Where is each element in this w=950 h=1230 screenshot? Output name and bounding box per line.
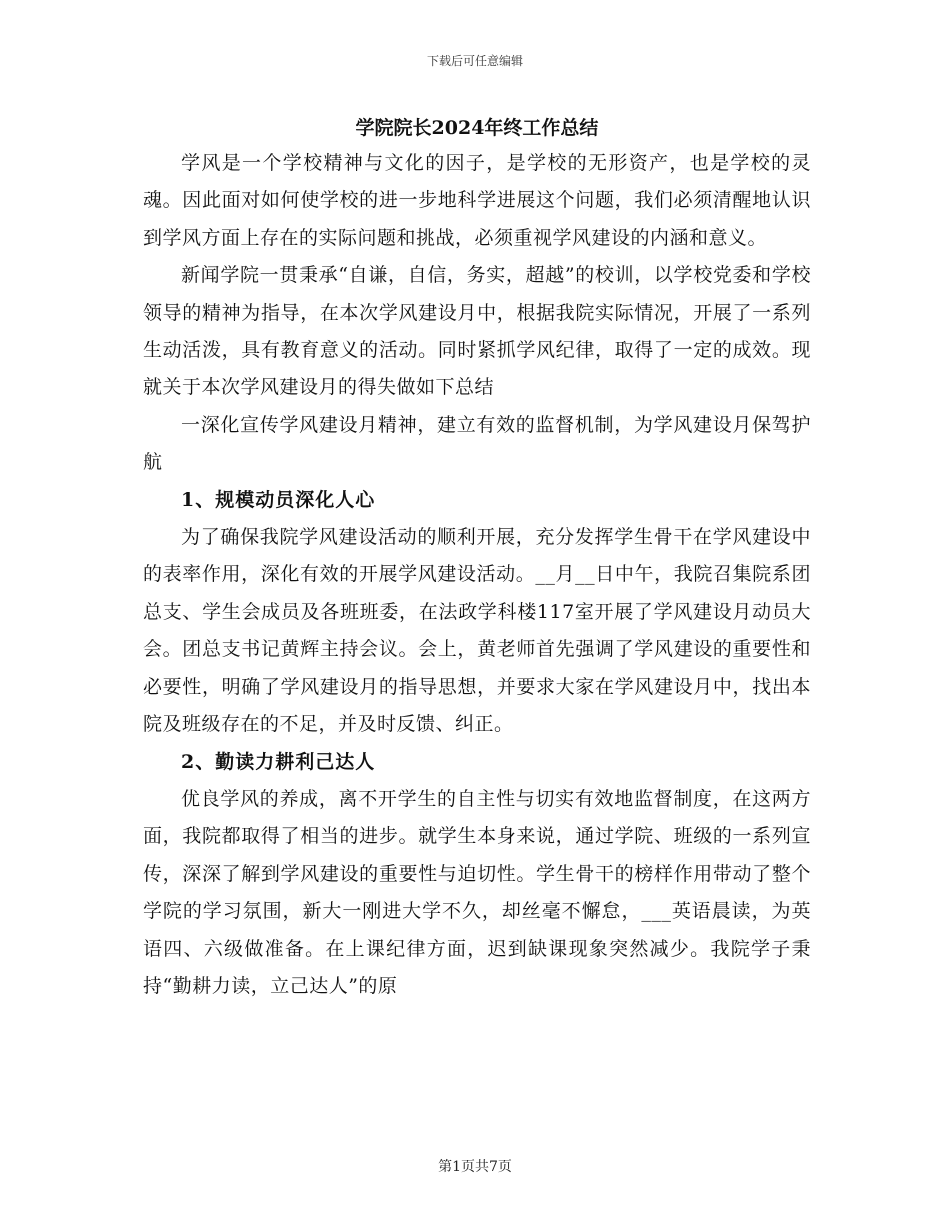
document-title: 学院院长2024年终工作总结 xyxy=(355,117,599,139)
paragraph-study-habits: 优良学风的养成，离不开学生的自主性与切实有效地监督制度，在这两方面，我院都取得了相当的进步。就学生本身来说，通过学院、班级的一系列宣传，深深了解到学风建设的重要性与迫切性。学生骨干的榜样作用带动了整个学院的学习氛围，新大一刚进大学不久，却丝毫不懈怠，___英语晨读，为英语四、六级做准备。在上课纪律方面，迟到缺课现象突然减少。我院学子秉持“勤耕力读，立己达人”的原 xyxy=(143,787,811,997)
page-number: 第1页共7页 xyxy=(438,1159,512,1175)
paragraph-mobilization: 为了确保我院学风建设活动的顺利开展，充分发挥学生骨干在学风建设中的表率作用，深化有效的开展学风建设活动。__月__日中午，我院召集院系团总支、学生会成员及各班班委，在法政学科楼117室开展了学风建设月动员大会。团总支书记黄辉主持会议。会上，黄老师首先强调了学风建设的重要性和必要性，明确了学风建设月的指导思想，并要求大家在学风建设月中，找出本院及班级存在的不足，并及时反馈、纠正。 xyxy=(143,526,811,736)
paragraph-intro: 学风是一个学校精神与文化的因子，是学校的无形资产，也是学校的灵魂。因此面对如何使学校的进一步地科学进展这个问题，我们必须清醒地认识到学风方面上存在的实际问题和挑战，必须重视学风建设的内涵和意义。 xyxy=(143,152,811,249)
section-heading-1: 1、规模动员深化人心 xyxy=(181,488,376,511)
page-header-note: 下载后可任意编辑 xyxy=(426,54,523,68)
section-heading-2: 2、勤读力耕利己达人 xyxy=(181,750,376,773)
paragraph-section-one: 一深化宣传学风建设月精神，建立有效的监督机制，为学风建设月保驾护航 xyxy=(143,413,811,474)
document-body xyxy=(143,113,811,1005)
paragraph-school-motto: 新闻学院一贯秉承“自谦，自信，务实，超越”的校训，以学校党委和学校领导的精神为指导，在本次学风建设月中，根据我院实际情况，开展了一系列生动活泼，具有教育意义的活动。同时紧抓学风纪律，取得了一定的成效。现就关于本次学风建设月的得失做如下总结 xyxy=(143,264,811,399)
